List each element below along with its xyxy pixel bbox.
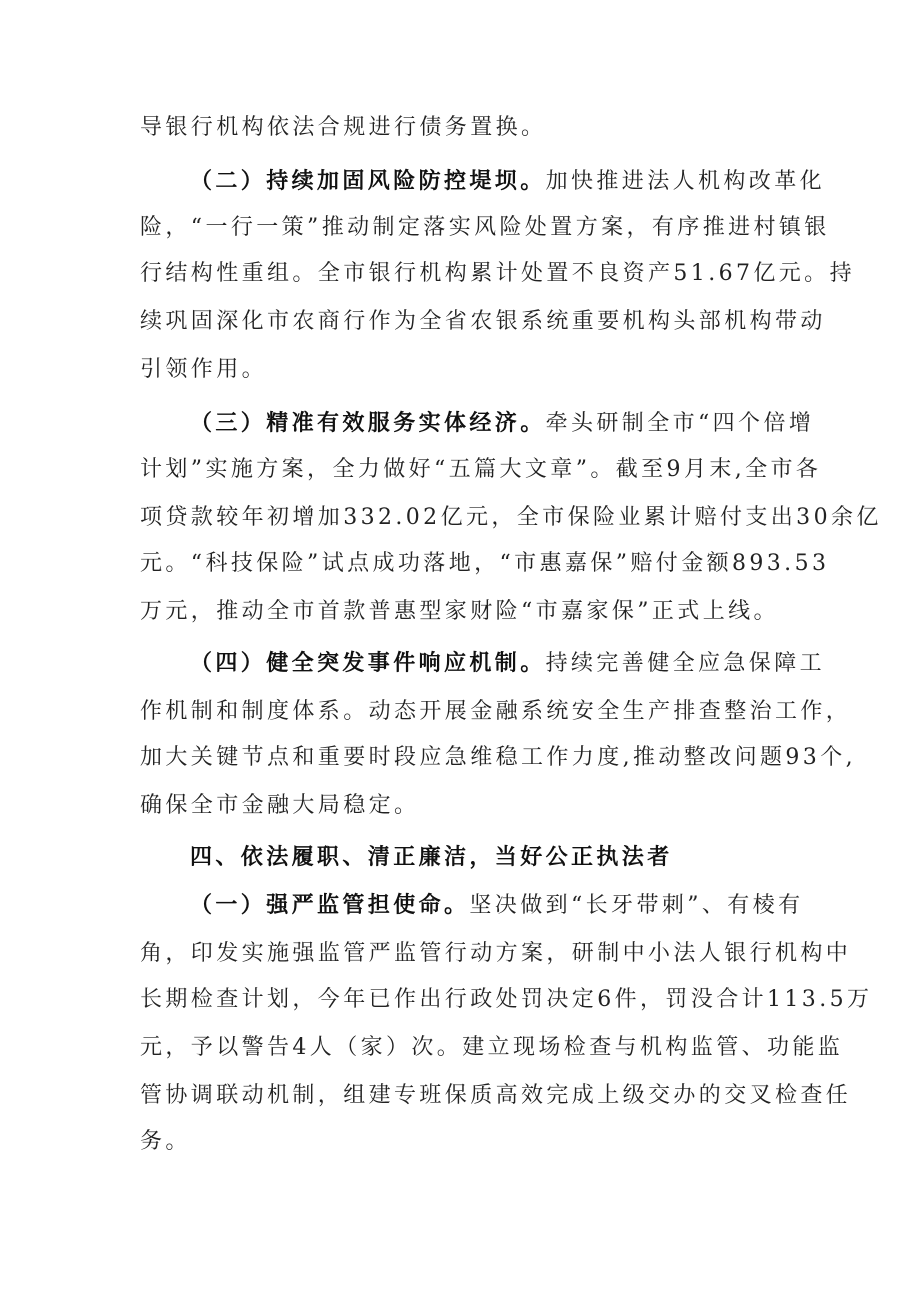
- text-span: 管协调联动机制，组建专班保质高效完成上级交办的交叉检查任: [140, 1083, 852, 1108]
- paragraph-line: [140, 214, 830, 242]
- text-span: 项贷款较年初增加332.02亿元，全市保险业累计赔付支出30余亿: [140, 505, 882, 530]
- text-span: 作机制和制度体系。动态开展金融系统安全生产排查整治工作，: [140, 699, 852, 724]
- text-span: 计划”实施方案，全力做好“五篇大文章”。截至9月末,全市各: [140, 457, 822, 482]
- text-span: 险，“一行一策”推动制定落实风险处置方案，有序推进村镇银: [140, 215, 830, 240]
- paragraph-heading: （四）健全突发事件响应机制。: [190, 651, 546, 676]
- paragraph-line: [140, 550, 829, 578]
- paragraph-line: [140, 1128, 191, 1156]
- paragraph-line: [140, 792, 419, 820]
- paragraph-line: [140, 940, 851, 968]
- paragraph-line: [140, 456, 821, 484]
- text-span: 长期检查计划，今年已作出行政处罚决定6件，罚没合计113.5万: [140, 987, 873, 1012]
- paragraph-line: [140, 744, 856, 772]
- paragraph-line: [140, 1034, 843, 1062]
- text-span: 加快推进法人机构改革化: [545, 169, 826, 194]
- paragraph-line: [140, 260, 855, 288]
- paragraph-line: [140, 308, 826, 336]
- paragraph-line: [190, 650, 825, 678]
- text-span: 确保全市金融大局稳定。: [140, 793, 420, 818]
- text-span: 万元，推动全市首款普惠型家财险“市嘉家保”正式上线。: [140, 599, 779, 624]
- paragraph-line: [140, 504, 882, 532]
- text-span: 持续完善健全应急保障工: [545, 651, 826, 676]
- paragraph-heading: （二）持续加固风险防控堤坝。: [190, 169, 546, 194]
- text-span: 行结构性重组。全市银行机构累计处置不良资产51.67亿元。持: [140, 261, 855, 286]
- paragraph-line: [140, 114, 546, 142]
- section-title: 四、依法履职、清正廉洁，当好公正执法者: [190, 845, 673, 870]
- paragraph-line: [190, 410, 814, 438]
- text-span: 导银行机构依法合规进行债务置换。: [140, 115, 547, 140]
- text-span: 务。: [140, 1129, 191, 1154]
- paragraph-heading: （一）强严监管担使命。: [190, 893, 470, 918]
- paragraph-line: [140, 598, 779, 626]
- paragraph-line: [190, 168, 825, 196]
- paragraph-line: [140, 986, 872, 1014]
- text-span: 角，印发实施强监管严监管行动方案，研制中小法人银行机构中: [140, 941, 852, 966]
- paragraph-line: [140, 698, 851, 726]
- text-span: 牵头研制全市“四个倍增: [545, 411, 815, 436]
- text-span: 续巩固深化市农商行作为全省农银系统重要机构头部机构带动: [140, 309, 826, 334]
- paragraph-line: [190, 892, 804, 920]
- paragraph-line: [140, 356, 267, 384]
- text-span: 引领作用。: [140, 357, 268, 382]
- paragraph-line: [140, 1082, 851, 1110]
- text-span: 坚决做到“长牙带刺”、有棱有: [469, 893, 804, 918]
- text-span: 元，予以警告4人（家）次。建立现场检查与机构监管、功能监: [140, 1035, 844, 1060]
- text-span: 元。“科技保险”试点成功落地，“市惠嘉保”赔付金额893.53: [140, 551, 830, 576]
- text-span: 加大关键节点和重要时段应急维稳工作力度,推动整改问题93个,: [140, 745, 856, 770]
- paragraph-heading: （三）精准有效服务实体经济。: [190, 411, 546, 436]
